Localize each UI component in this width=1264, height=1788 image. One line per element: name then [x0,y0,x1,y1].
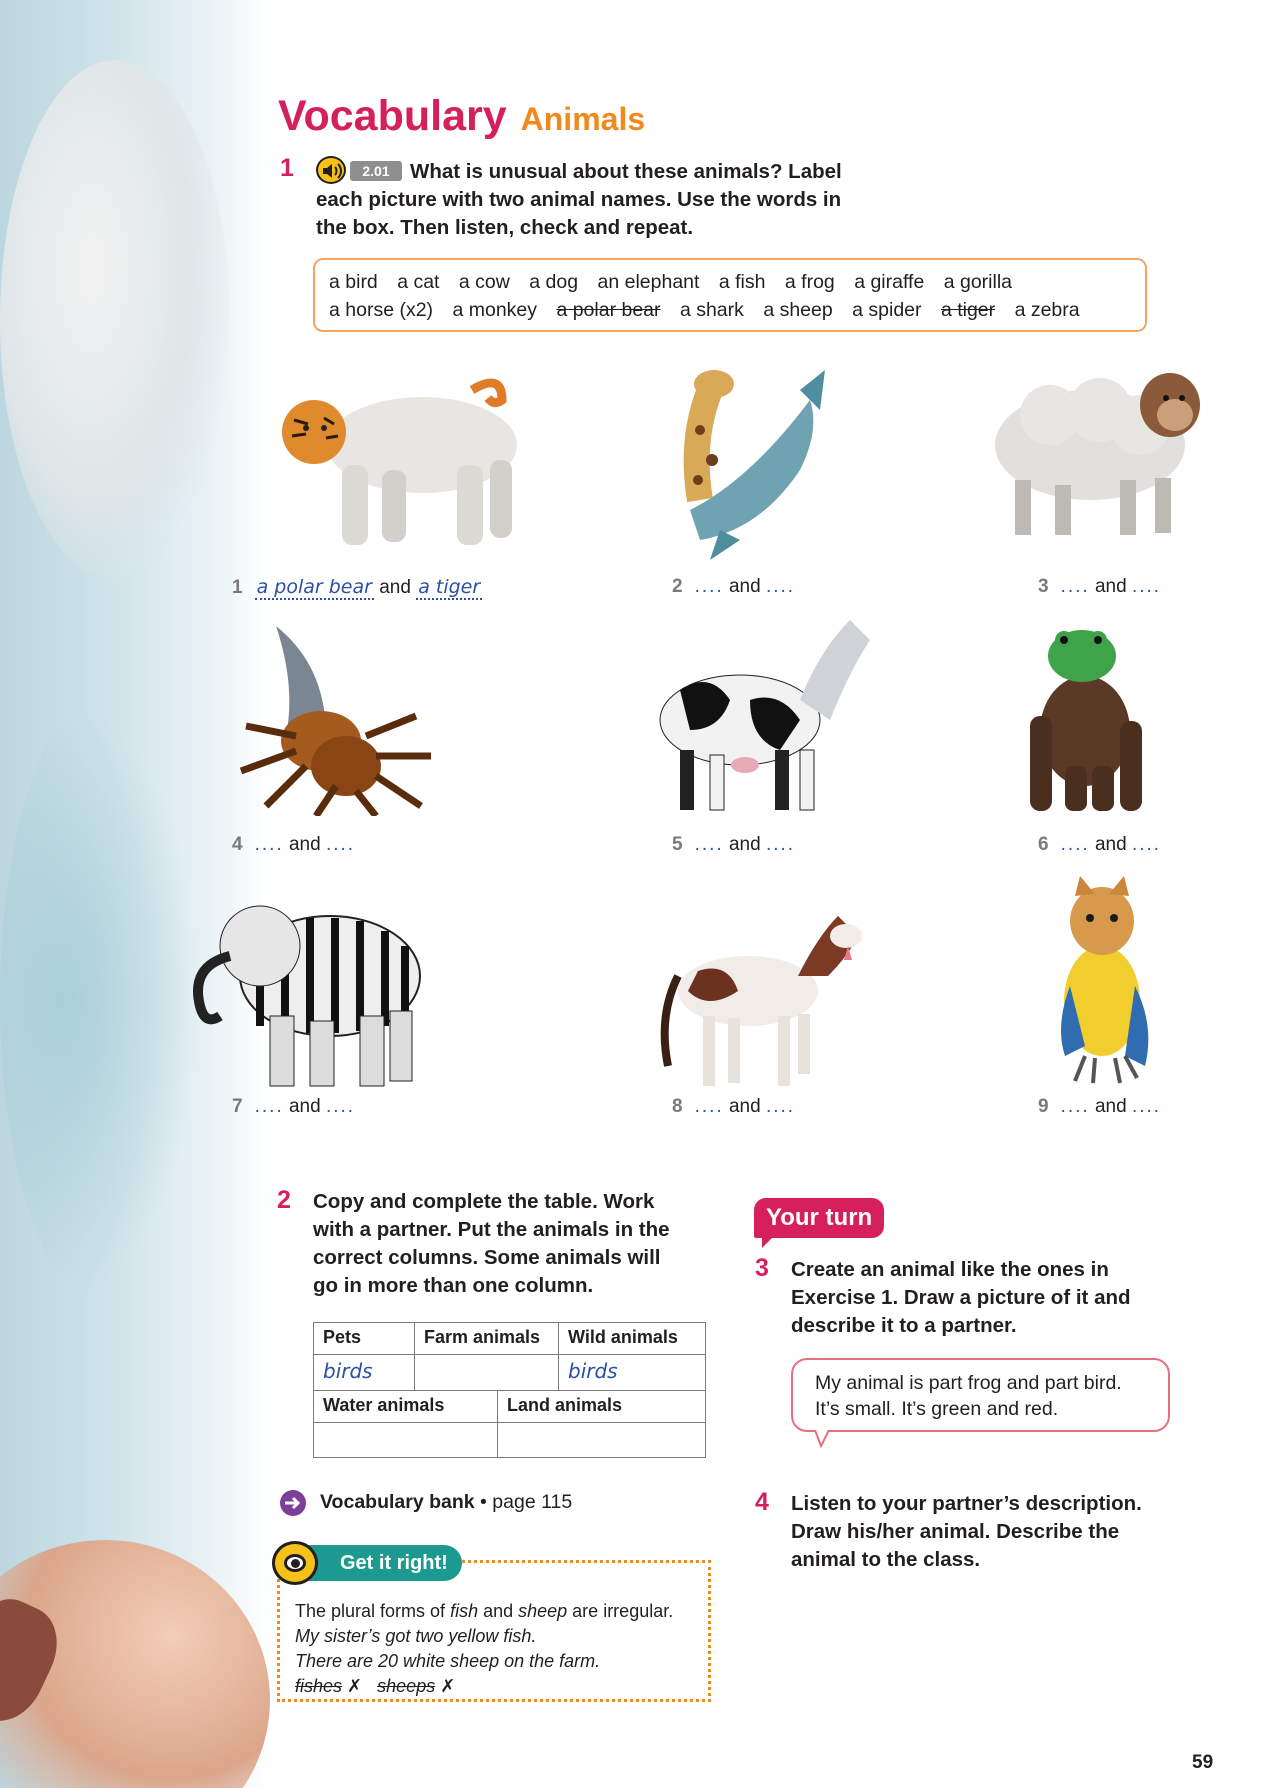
picture-8-number: 8 [672,1096,683,1117]
get-it-right-rule: The plural forms of fish and sheep are irregular. [295,1601,674,1621]
page-title [278,92,645,141]
exercise-1-instruction-line-3: the box. Then listen, check and repeat. [316,216,694,239]
word-gorilla: a gorilla [943,271,1013,293]
exercise-2-instruction-line-2: with a partner. Put the animals in the [313,1218,670,1241]
word-elephant: an elephant [597,271,700,293]
picture-7-label [232,1096,355,1118]
picture-6-blank-1: .... [1060,834,1090,855]
picture-5-cow-horse [650,610,880,820]
word-tiger-crossed: a tiger [940,299,996,321]
exercise-3-instruction-line-1: Create an animal like the ones in [791,1258,1109,1281]
speaker-icon[interactable] [316,156,346,184]
picture-8-and: and [728,1096,761,1117]
picture-9-cat-bird [1040,876,1170,1086]
exercise-2-number: 2 [277,1186,291,1214]
exercise-4-instruction-line-3: animal to the class. [791,1548,981,1571]
picture-7-blank-2: .... [325,1096,356,1117]
vocabulary-bank-link[interactable] [280,1490,572,1516]
word-zebra: a zebra [1014,299,1080,321]
table-cell-pets: birds [313,1354,415,1391]
picture-3-sheep-monkey [990,360,1210,550]
picture-8-horse-dog [648,906,868,1096]
table-header-water-animals: Water animals [313,1390,498,1423]
wrong-form-fishes: fishes [295,1676,343,1696]
picture-2-giraffe-fish [660,360,840,570]
picture-8-label [672,1096,795,1118]
get-it-right-body [295,1599,673,1699]
picture-8-blank-1: .... [694,1096,724,1117]
exercise-3-instruction-line-2: Exercise 1. Draw a picture of it and [791,1286,1131,1309]
picture-1-and: and [379,577,411,598]
picture-6-blank-2: .... [1131,834,1162,855]
page-number: 59 [1192,1752,1214,1773]
title-animals: Animals [520,101,646,137]
picture-3-label [1038,576,1161,598]
picture-5-blank-1: .... [694,834,724,855]
exercise-1-instruction-line-1: What is unusual about these animals? Label [410,160,842,183]
picture-2-blank-2: .... [765,576,796,597]
table-cell-farm-animals [414,1354,559,1391]
exercise-3-instruction-line-3: describe it to a partner. [791,1314,1017,1337]
picture-8-blank-2: .... [765,1096,796,1117]
exercise-4-number: 4 [755,1488,769,1516]
picture-4-label [232,834,355,856]
exercise-2-instruction-line-3: correct columns. Some animals will [313,1246,661,1269]
vocabulary-bank-page: page 115 [492,1491,573,1514]
title-vocabulary: Vocabulary [278,92,507,140]
eye-icon [272,1541,318,1585]
picture-1-number: 1 [232,577,243,598]
word-bird: a bird [329,271,378,293]
picture-1-answer-1: a polar bear [256,576,372,598]
word-giraffe: a giraffe [854,271,925,293]
picture-7-and: and [288,1096,321,1117]
exercise-3-number: 3 [755,1254,769,1282]
speech-bubble-line-2: It’s small. It’s green and red. [815,1398,1059,1420]
picture-4-blank-2: .... [325,834,356,855]
word-cow: a cow [458,271,510,293]
picture-4-blank-1: .... [254,834,284,855]
table-header-land-animals: Land animals [497,1390,706,1423]
table-header-wild-animals: Wild animals [558,1322,706,1355]
word-box [313,258,1147,332]
exercise-4-instruction-line-1: Listen to your partner’s description. [791,1492,1142,1515]
exercise-1-number: 1 [280,154,294,182]
wrong-form-sheeps: sheeps [377,1676,436,1696]
word-frog: a frog [784,271,835,293]
picture-6-and: and [1094,834,1127,855]
picture-5-and: and [728,834,761,855]
picture-6-number: 6 [1038,834,1049,855]
picture-9-blank-1: .... [1060,1096,1090,1117]
picture-9-label [1038,1096,1161,1118]
audio-track-number: 2.01 [350,161,402,181]
get-it-right-example-1: My sister’s got two yellow fish. [295,1626,537,1646]
picture-5-label [672,834,795,856]
picture-9-number: 9 [1038,1096,1049,1117]
get-it-right-example-2: There are 20 white sheep on the farm. [295,1651,601,1671]
get-it-right-wrong-forms [295,1674,673,1699]
exercise-2-instruction-line-4: go in more than one column. [313,1274,594,1297]
word-monkey: a monkey [452,299,538,321]
exercise-2-instruction-line-1: Copy and complete the table. Work [313,1190,655,1213]
vocabulary-bank-label: Vocabulary bank [320,1491,475,1514]
cross-mark-2: ✗ [440,1676,456,1696]
word-spider: a spider [852,299,922,321]
picture-5-number: 5 [672,834,683,855]
word-horse: a horse (x2) [329,299,434,321]
table-cell-water-animals [313,1422,498,1458]
picture-5-blank-2: .... [765,834,796,855]
word-sheep: a sheep [763,299,833,321]
speech-bubble [791,1358,1170,1432]
picture-1-answer-2: a tiger [418,576,481,598]
vocabulary-bank-bullet: • [480,1491,487,1514]
picture-9-and: and [1094,1096,1127,1117]
table-cell-land-animals [497,1422,706,1458]
picture-1-bear-tiger [272,370,542,560]
table-header-farm-animals: Farm animals [414,1322,559,1355]
cross-mark-1: ✗ [347,1676,363,1696]
word-shark: a shark [679,299,744,321]
picture-4-and: and [288,834,321,855]
get-it-right-tag: Get it right! [290,1545,462,1581]
word-box-row-2 [329,296,1131,324]
picture-2-blank-1: .... [694,576,724,597]
picture-3-blank-1: .... [1060,576,1090,597]
picture-3-blank-2: .... [1131,576,1162,597]
word-polar-bear-crossed: a polar bear [556,299,661,321]
word-fish: a fish [718,271,766,293]
picture-1-label [232,576,482,599]
picture-7-number: 7 [232,1096,243,1117]
picture-6-gorilla-frog [1020,626,1170,816]
word-cat: a cat [397,271,440,293]
table-cell-wild-animals: birds [558,1354,706,1391]
your-turn-label: Your turn [754,1198,884,1238]
picture-7-elephant-zebra [190,876,450,1096]
get-it-right-box [277,1552,711,1702]
arrow-right-icon [280,1490,306,1516]
picture-6-label [1038,834,1161,856]
exercise-1-instruction-line-2: each picture with two animal names. Use the words in [316,188,842,211]
speech-bubble-line-1: My animal is part frog and part bird. [815,1372,1122,1394]
picture-7-blank-1: .... [254,1096,284,1117]
table-header-pets: Pets [313,1322,415,1355]
picture-3-number: 3 [1038,576,1049,597]
word-dog: a dog [529,271,579,293]
picture-2-number: 2 [672,576,683,597]
picture-9-blank-2: .... [1131,1096,1162,1117]
speech-bubble-tail [813,1430,831,1448]
picture-4-spider-shark [236,616,436,816]
picture-3-and: and [1094,576,1127,597]
picture-2-and: and [728,576,761,597]
word-box-row-1 [329,268,1131,296]
picture-2-label [672,576,795,598]
picture-4-number: 4 [232,834,243,855]
exercise-4-instruction-line-2: Draw his/her animal. Describe the [791,1520,1120,1543]
